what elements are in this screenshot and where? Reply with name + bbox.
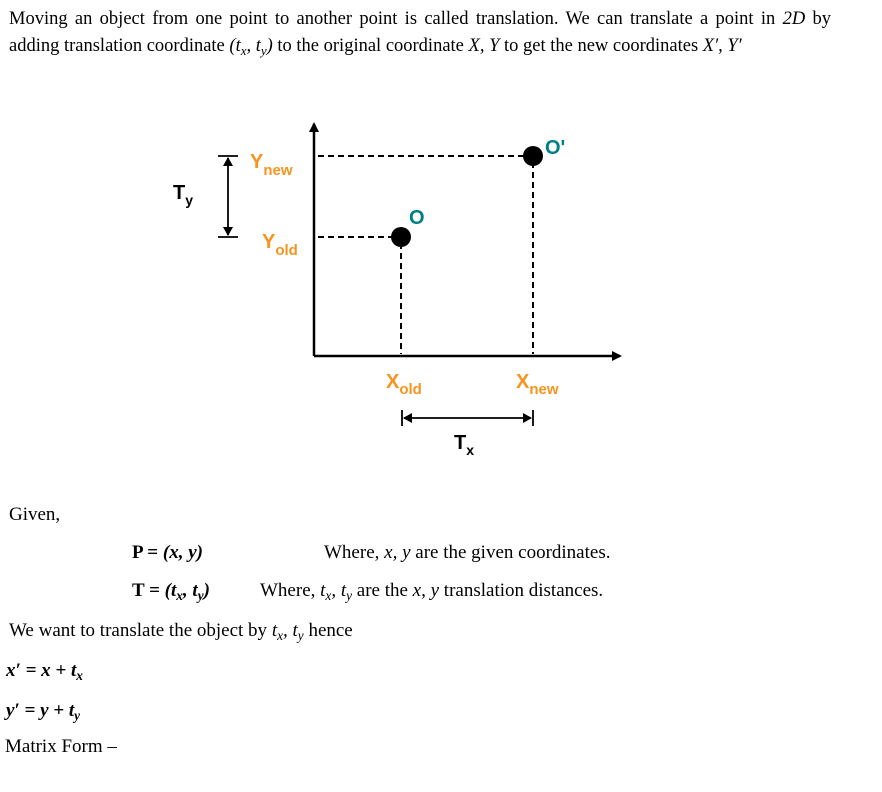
intro-text-2: by adding translation coordinate: [9, 9, 832, 56]
intro-text-4: to get the new coordinates: [499, 36, 703, 56]
intro-original-coord: X, Y: [468, 36, 500, 56]
tx-arrow-right-head: [523, 413, 532, 423]
point-o-prime-label: O': [545, 137, 566, 159]
xold-label: $X_{old}$: [386, 371, 422, 398]
tx-arrow-left-head: [403, 413, 412, 423]
point-o-marker: [391, 227, 411, 247]
intro-translation-coord: ($t_x$, $t_y$): [229, 36, 273, 58]
intro-paragraph: [9, 6, 831, 60]
point-o-label: O: [409, 207, 425, 229]
given-label: Given,: [9, 504, 61, 525]
p-rhs: (x, y): [162, 542, 203, 563]
equation-y: $y' = y + t_y$: [6, 700, 81, 723]
matrix-form-label: Matrix Form –: [5, 736, 117, 757]
ty-arrow-down-head: [223, 227, 233, 236]
p-where-row: Where, x, y are the given coordinates.: [324, 542, 611, 563]
tx-label: $T_x$: [454, 432, 475, 458]
ty-label: $T_y$: [173, 182, 194, 208]
ty-arrow-up-head: [223, 157, 233, 166]
translation-diagram: [0, 100, 882, 470]
xnew-label: $X_{new}$: [516, 371, 559, 398]
want-sentence: We want to translate the object by $t_x$, $t_y$ hence: [9, 620, 353, 643]
t-rhs: ($t_x$, $t_y$): [164, 580, 210, 603]
intro-dim: 2D: [782, 9, 806, 29]
p-lhs: P =: [132, 542, 163, 563]
p-definition-row: [132, 542, 203, 564]
t-where-row: Where, $t_x$, $t_y$ are the x, y translation distances.: [260, 580, 604, 603]
intro-text-3: to the original coordinate: [272, 36, 469, 56]
yold-label: $Y_{old}$: [262, 231, 298, 259]
intro-text-1: Moving an object from one point to another point is called translation. We can translate a point in: [9, 9, 783, 29]
equation-x: $x' = x + t_x$: [6, 660, 83, 683]
point-o-prime-marker: [523, 146, 543, 166]
intro-new-coord: X′, Y′: [702, 36, 742, 56]
t-lhs: T =: [132, 580, 165, 601]
ynew-label: $Y_{new}$: [250, 151, 293, 179]
t-definition-row: [132, 580, 210, 602]
